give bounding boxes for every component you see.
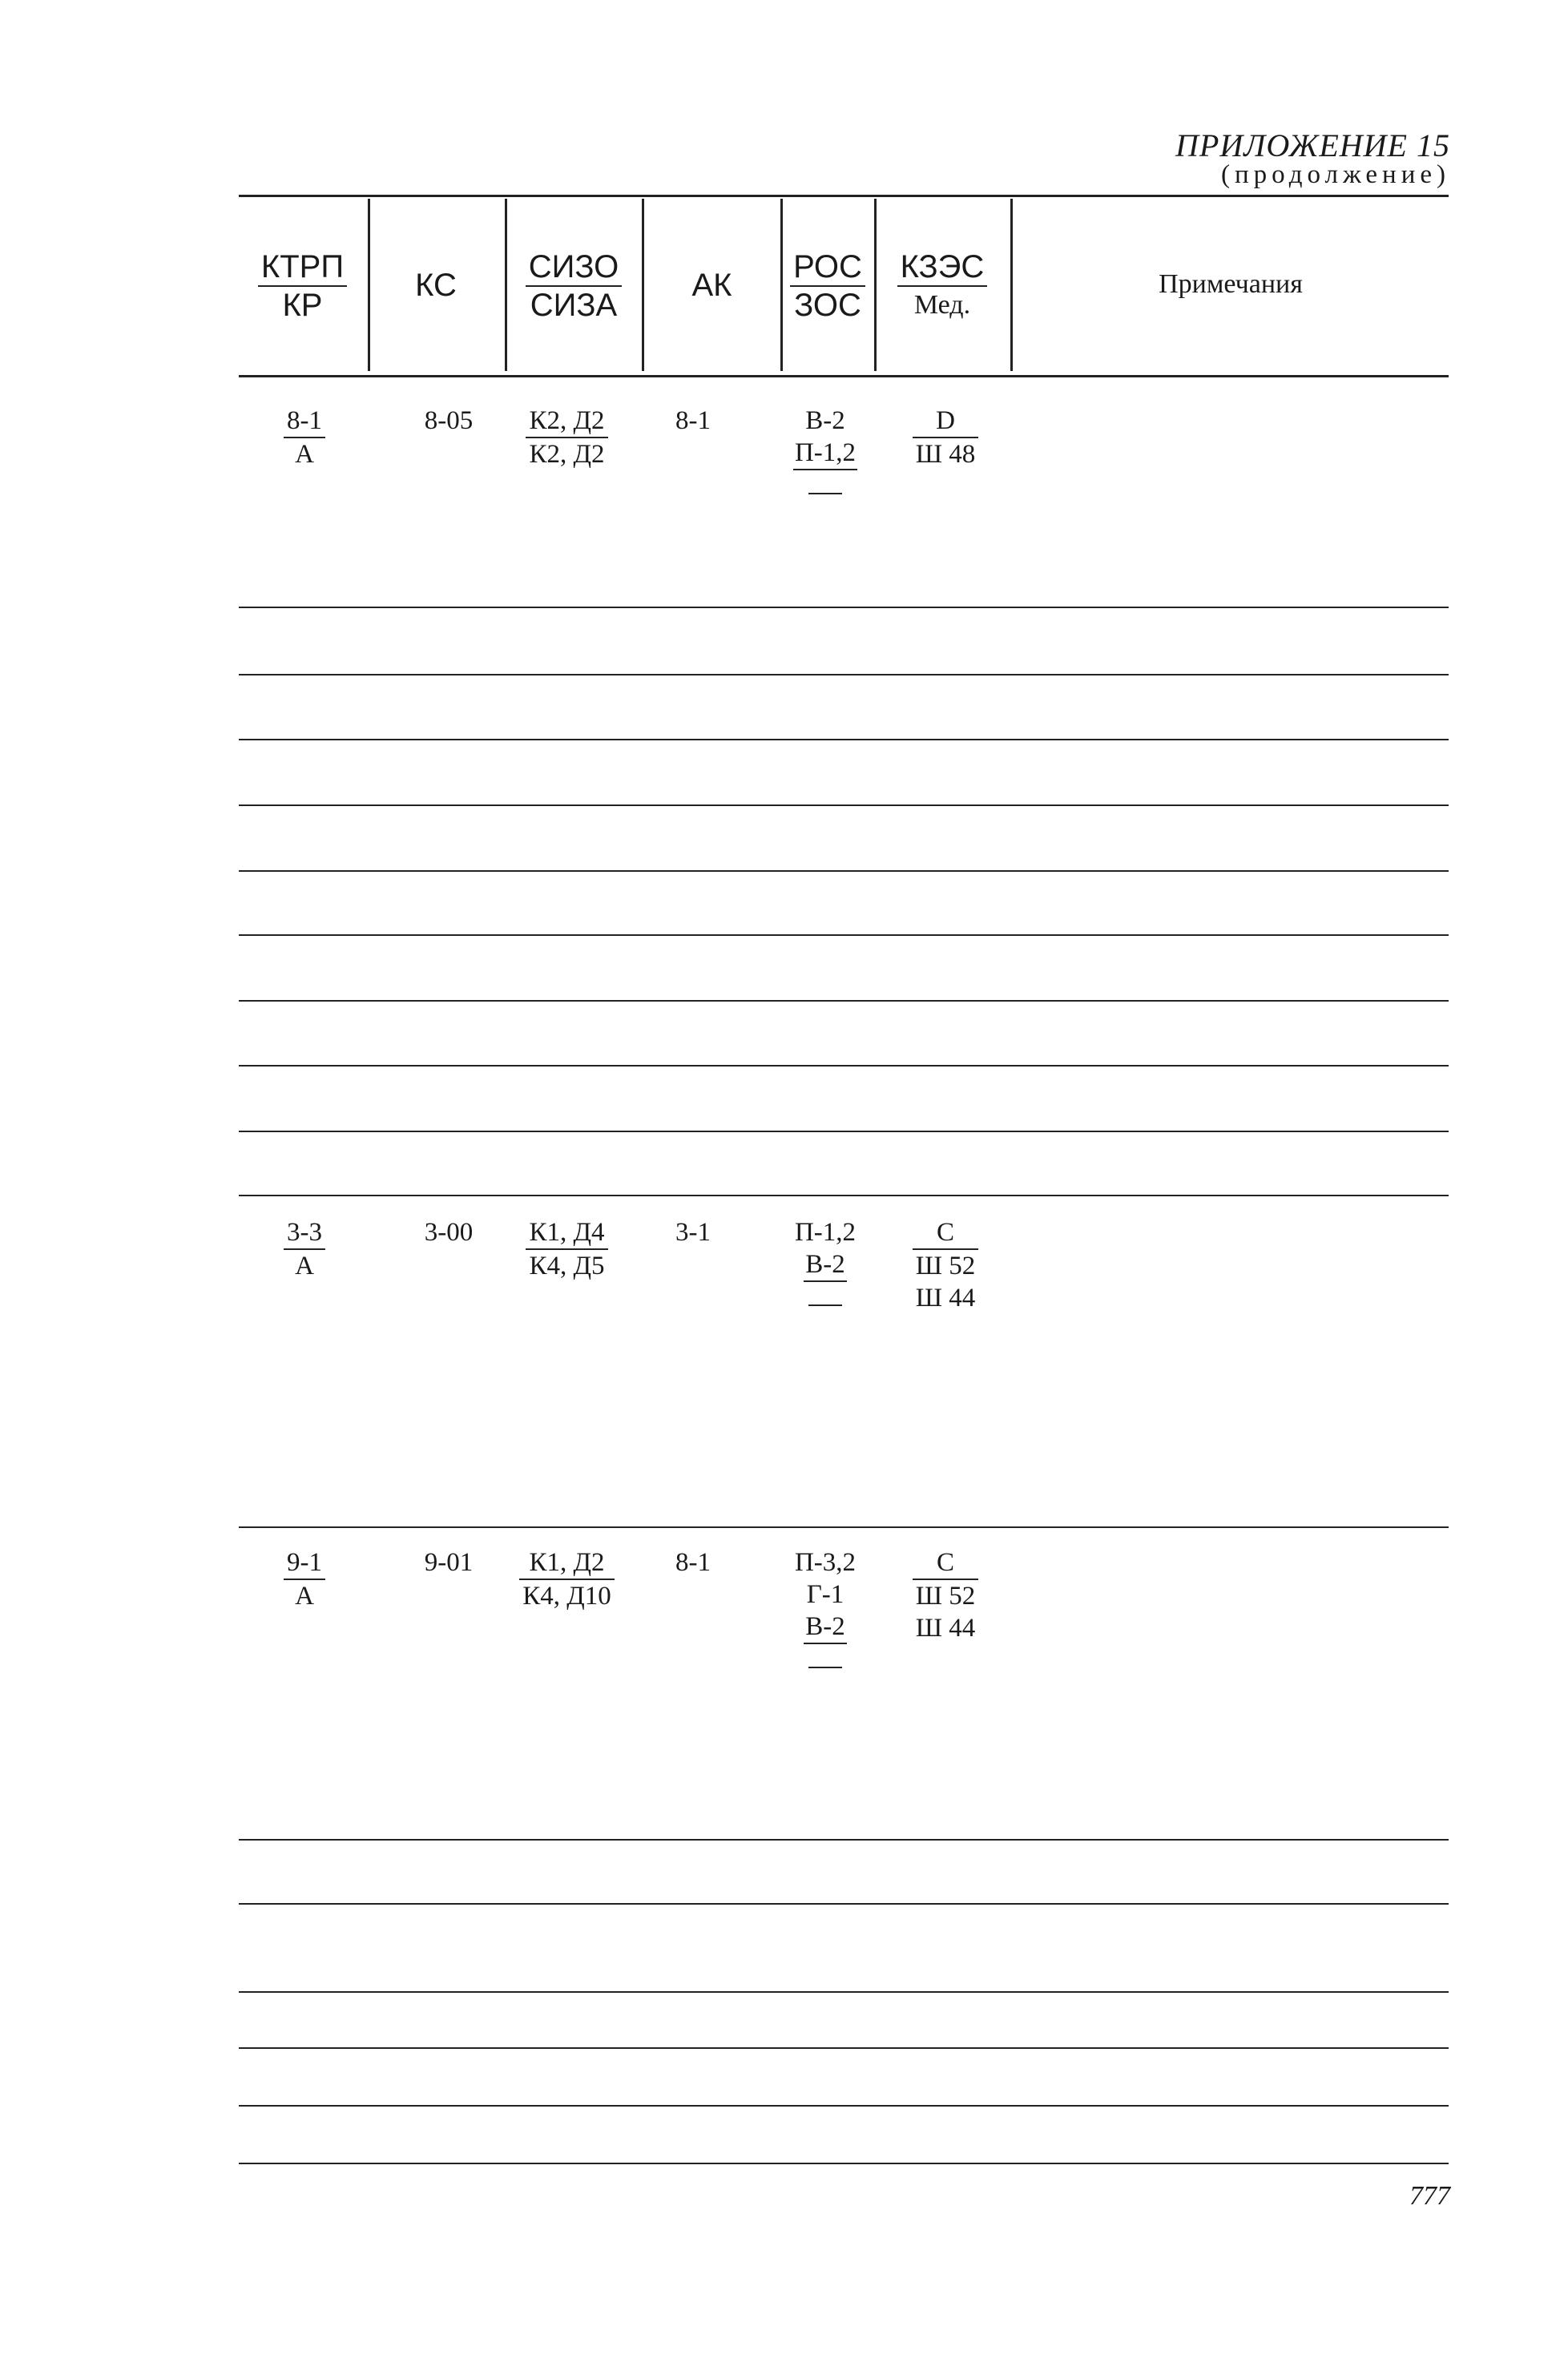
header-ak: АК [691,268,732,303]
row2-ros-2: В-2 [804,1248,847,1282]
col-sep-6 [1010,199,1013,371]
ruled-line [239,1526,1449,1528]
col-sep-5 [874,199,877,371]
ruled-line [239,1065,1449,1067]
row3-ktrp: 9-1 [284,1546,325,1580]
header-med: Мед. [913,290,971,320]
row2-ros-dash [808,1304,842,1306]
ruled-line [239,1131,1449,1132]
header-kzes: КЗЭС [897,248,988,287]
row1-ak: 8-1 [675,406,711,435]
row3-ros-3: В-2 [804,1611,847,1644]
row3-kzes: С [913,1546,979,1580]
ruled-line [239,607,1449,608]
row3-sizo-siza [501,1546,633,1612]
row1-kzes-med [881,405,1010,470]
row1-ros-2: П-1,2 [793,437,857,470]
row3-sizo: К1, Д2 [519,1546,615,1580]
header-siza: СИЗА [530,288,618,323]
row3-ktrp-kr [244,1546,365,1612]
row2-ktrp: 3-3 [284,1216,325,1250]
row3-ros-2: Г-1 [806,1580,844,1609]
ruled-line [239,739,1449,740]
row2-ktrp-kr [244,1216,365,1282]
row2-ak: 3-1 [675,1218,711,1247]
row3-ros [781,1546,869,1676]
row3-med-1: Ш 52 [915,1582,976,1611]
row1-ktrp-kr [244,405,365,470]
appendix-continuation: (продолжение) [1221,160,1450,189]
col-sep-2 [505,199,507,371]
appendix-title: ПРИЛОЖЕНИЕ 15 [1175,127,1450,163]
row2-med-2: Ш 44 [915,1284,976,1312]
ruled-line [239,1000,1449,1002]
header-ktrp: КТРП [258,248,347,287]
row1-kzes: D [913,405,979,438]
header-ks: КС [415,268,457,303]
row3-kr: А [295,1582,314,1611]
header-notes: Примечания [1159,269,1303,299]
row1-ktrp: 8-1 [284,405,325,438]
row1-sizo: К2, Д2 [526,405,607,438]
row3-kzes-med [881,1546,1010,1644]
row1-siza: К2, Д2 [529,440,605,469]
row1-ros [781,405,869,502]
ruled-line [239,2047,1449,2049]
row2-kr: А [295,1252,314,1280]
ruled-line [239,1195,1449,1196]
row3-med-2: Ш 44 [915,1614,976,1643]
row2-siza: К4, Д5 [529,1252,605,1280]
ruled-line [239,934,1449,936]
ruled-line [239,674,1449,675]
row3-ros-1: П-3,2 [794,1548,857,1577]
row2-ros-1: П-1,2 [794,1218,857,1247]
header-zos: ЗОС [794,288,861,323]
header-kr: КР [282,288,323,323]
page-number: 777 [1409,2181,1450,2211]
row3-ks: 9-01 [424,1548,474,1577]
ruled-line [239,804,1449,806]
col-sep-3 [642,199,644,371]
header-sizo-siza [510,248,638,324]
row2-sizo: К1, Д4 [526,1216,607,1250]
row2-ks: 3-00 [424,1218,474,1247]
row2-med-1: Ш 52 [915,1252,976,1280]
ruled-line [239,1991,1449,1993]
table-header-bottom-rule [239,375,1449,377]
ruled-line [239,870,1449,872]
header-sizo: СИЗО [526,248,622,287]
col-sep-1 [368,199,370,371]
ruled-line [239,1839,1449,1841]
header-kzes-med [878,248,1006,324]
ruled-line [239,2105,1449,2107]
ruled-line [239,1903,1449,1905]
ruled-line [239,2163,1449,2164]
header-ros: РОС [790,248,865,287]
col-sep-4 [780,199,783,371]
header-ros-zos [784,248,871,324]
row1-ros-1: В-2 [805,406,845,435]
row2-ros [781,1216,869,1314]
row1-sizo-siza [501,405,633,470]
row1-kr: А [295,440,314,469]
row3-ak: 8-1 [675,1548,711,1577]
row3-ros-dash [808,1667,842,1668]
row1-med-1: Ш 48 [915,440,976,469]
row2-kzes-med [881,1216,1010,1314]
row2-sizo-siza [501,1216,633,1282]
row1-ks: 8-05 [424,406,474,435]
row1-ros-dash [808,493,842,494]
row2-kzes: С [913,1216,979,1250]
table-top-rule [239,195,1449,197]
row3-siza: К4, Д10 [522,1582,611,1611]
header-ktrp-kr [240,248,365,324]
